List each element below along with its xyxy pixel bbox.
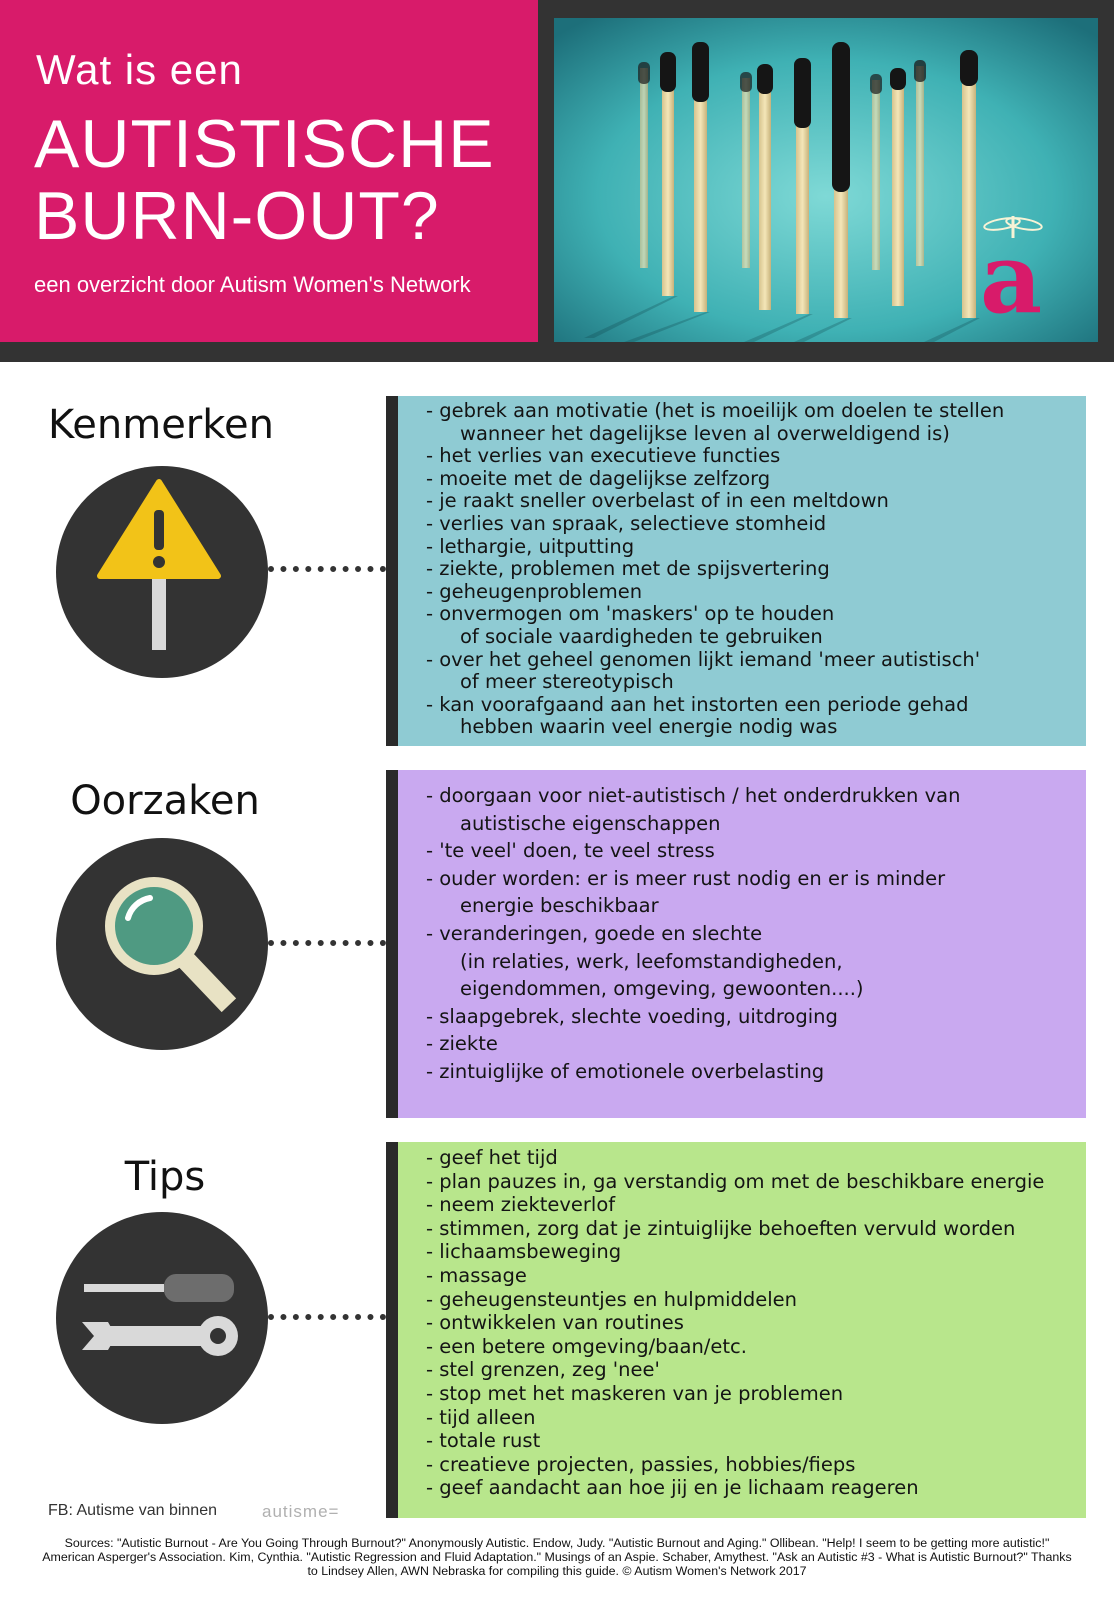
tips-bar (386, 1142, 398, 1518)
title-line-1: AUTISTISCHE (34, 106, 495, 182)
tips-list-item (426, 1217, 1086, 1241)
oorzaken-item-text: doorgaan voor niet-autistisch / het onderdrukken van (439, 784, 961, 807)
page-title (34, 108, 495, 252)
tools-icon (56, 1212, 268, 1424)
magnifying-glass-icon (56, 838, 268, 1050)
oorzaken-list-item (426, 782, 1086, 837)
tips-list-item (426, 1264, 1086, 1288)
tips-item-text: neem ziekteverlof (439, 1193, 616, 1217)
oorzaken-list-item (426, 1058, 1086, 1086)
tips-item-text: stel grenzen, zeg 'nee' (439, 1358, 660, 1382)
kenmerken-list-item (426, 558, 1086, 581)
subtitle: een overzicht door Autism Women's Network (34, 272, 471, 297)
tips-item-text: geheugensteuntjes en hulpmiddelen (439, 1287, 798, 1311)
oorzaken-icon-circle (56, 838, 268, 1050)
kenmerken-item-continuation: of sociale vaardigheden te gebruiken (460, 624, 823, 648)
screwdriver-icon (84, 1274, 234, 1302)
tips-item-text: een betere omgeving/baan/etc. (439, 1334, 747, 1358)
oorzaken-item-text: zintuiglijke of emotionele overbelasting (439, 1059, 825, 1083)
kenmerken-box (398, 396, 1086, 746)
tips-item-text: creatieve projecten, passies, hobbies/fieps (439, 1452, 856, 1476)
kenmerken-item-text: gebrek aan motivatie (het is moeilijk om doelen te stellen (439, 399, 1005, 422)
kenmerken-item-text: het verlies van executieve functies (439, 444, 781, 468)
kenmerken-item-text: kan voorafgaand aan het instorten een periode gehad (439, 692, 969, 716)
wrench-icon (82, 1316, 238, 1356)
oorzaken-item-continuation: eigendommen, omgeving, gewoonten....) (460, 977, 864, 1001)
kenmerken-item-text: over het geheel genomen lijkt iemand 'meer autistisch' (439, 647, 981, 671)
kenmerken-list-item (426, 445, 1086, 468)
tips-list-item (426, 1288, 1086, 1312)
kenmerken-item-text: ziekte, problemen met de spijsvertering (439, 557, 830, 581)
warning-sign-icon (56, 466, 268, 678)
tips-item-text: plan pauzes in, ga verstandig om met de beschikbare energie (439, 1169, 1045, 1193)
kenmerken-item-text: geheugenproblemen (439, 579, 643, 603)
tips-list-item (426, 1170, 1086, 1194)
tips-item-text: ontwikkelen van routines (439, 1311, 684, 1335)
tips-connector (268, 1314, 386, 1320)
kenmerken-icon-circle (56, 466, 268, 678)
section-title-kenmerken: Kenmerken (48, 402, 274, 448)
title-line-2: BURN-OUT? (34, 178, 440, 254)
kenmerken-list-item (426, 649, 1086, 694)
kenmerken-list-item (426, 400, 1086, 445)
tips-list-item (426, 1382, 1086, 1406)
kenmerken-item-text: lethargie, uitputting (439, 534, 635, 558)
dragonfly-icon (980, 210, 1070, 320)
kenmerken-item-continuation: wanneer het dagelijkse leven al overweldigend is) (460, 421, 950, 445)
kenmerken-list-item (426, 694, 1086, 739)
oorzaken-item-text: ziekte (439, 1032, 498, 1056)
tips-item-text: totale rust (439, 1429, 541, 1453)
facebook-credit: FB: Autisme van binnen (48, 1502, 217, 1519)
oorzaken-item-text: 'te veel' doen, te veel stress (439, 839, 715, 863)
oorzaken-list-item (426, 865, 1086, 920)
section-title-oorzaken: Oorzaken (70, 778, 260, 824)
tips-item-text: stimmen, zorg dat je zintuiglijke behoeften vervuld worden (439, 1216, 1016, 1240)
tips-item-text: geef aandacht aan hoe jij en je lichaam reageren (439, 1476, 919, 1500)
logo-letter: a (980, 222, 1043, 320)
kenmerken-item-text: je raakt sneller overbelast of in een meltdown (439, 489, 889, 513)
oorzaken-item-text: veranderingen, goede en slechte (439, 921, 763, 945)
oorzaken-item-continuation: energie beschikbaar (460, 894, 659, 918)
tips-list (426, 1146, 1086, 1500)
kenmerken-item-continuation: of meer stereotypisch (460, 670, 674, 694)
kenmerken-list-item (426, 581, 1086, 604)
kenmerken-list-item (426, 536, 1086, 559)
kenmerken-item-text: onvermogen om 'maskers' op te houden (439, 602, 835, 626)
oorzaken-list-item (426, 920, 1086, 1003)
tips-item-text: lichaamsbeweging (439, 1240, 622, 1264)
oorzaken-list (426, 782, 1086, 1086)
oorzaken-item-continuation: (in relaties, werk, leefomstandigheden, (460, 949, 843, 973)
oorzaken-bar (386, 770, 398, 1118)
tips-list-item (426, 1476, 1086, 1500)
autisme-logo: autisme= (262, 1502, 340, 1521)
tips-list-item (426, 1453, 1086, 1477)
header (0, 0, 1114, 362)
kenmerken-list (426, 400, 1086, 739)
kenmerken-bar (386, 396, 398, 746)
sources-text: Sources: "Autistic Burnout - Are You Going Through Burnout?" Anonymously Autistic. Endow, Judy. "Autistic Burnout and Aging." Ollibean. "Help! I seem to be getting more autistic!" American Asperger's Association. Kim, Cynthia. "Autistic Regression and Fluid Adaptation." Musings of an Aspie. Schaber, Amythest. "Ask an Autistic #3 - What is Autistic Burnout?" Thanks to Lindsey Allen, AWN Nebraska for compiling this guide. © Autism Women's Network 2017 (42, 1536, 1072, 1578)
oorzaken-list-item (426, 1003, 1086, 1031)
tips-item-text: stop met het maskeren van je problemen (439, 1381, 844, 1405)
kenmerken-list-item (426, 468, 1086, 491)
kenmerken-item-continuation: hebben waarin veel energie nodig was (460, 715, 838, 739)
title-small: Wat is een (36, 46, 243, 93)
kenmerken-list-item (426, 603, 1086, 648)
oorzaken-box (398, 770, 1086, 1118)
oorzaken-connector (268, 940, 386, 946)
oorzaken-list-item (426, 1030, 1086, 1058)
kenmerken-list-item (426, 513, 1086, 536)
tips-box (398, 1142, 1086, 1518)
tips-list-item (426, 1146, 1086, 1170)
kenmerken-list-item (426, 490, 1086, 513)
tips-list-item (426, 1335, 1086, 1359)
oorzaken-item-text: ouder worden: er is meer rust nodig en er is minder (439, 866, 946, 890)
tips-item-text: geef het tijd (439, 1146, 558, 1169)
oorzaken-item-text: slaapgebrek, slechte voeding, uitdroging (439, 1004, 838, 1028)
tips-list-item (426, 1406, 1086, 1430)
tips-list-item (426, 1358, 1086, 1382)
section-title-tips: Tips (124, 1154, 206, 1200)
tips-item-text: tijd alleen (439, 1405, 536, 1429)
tips-list-item (426, 1240, 1086, 1264)
tips-list-item (426, 1193, 1086, 1217)
kenmerken-item-text: moeite met de dagelijkse zelfzorg (439, 466, 771, 490)
title-panel (0, 0, 538, 342)
oorzaken-list-item (426, 837, 1086, 865)
tips-list-item (426, 1311, 1086, 1335)
oorzaken-item-continuation: autistische eigenschappen (460, 811, 721, 835)
tips-item-text: massage (439, 1263, 527, 1287)
awn-logo (980, 210, 1070, 320)
tips-icon-circle (56, 1212, 268, 1424)
tips-list-item (426, 1429, 1086, 1453)
kenmerken-item-text: verlies van spraak, selectieve stomheid (439, 511, 827, 535)
kenmerken-connector (268, 566, 386, 572)
